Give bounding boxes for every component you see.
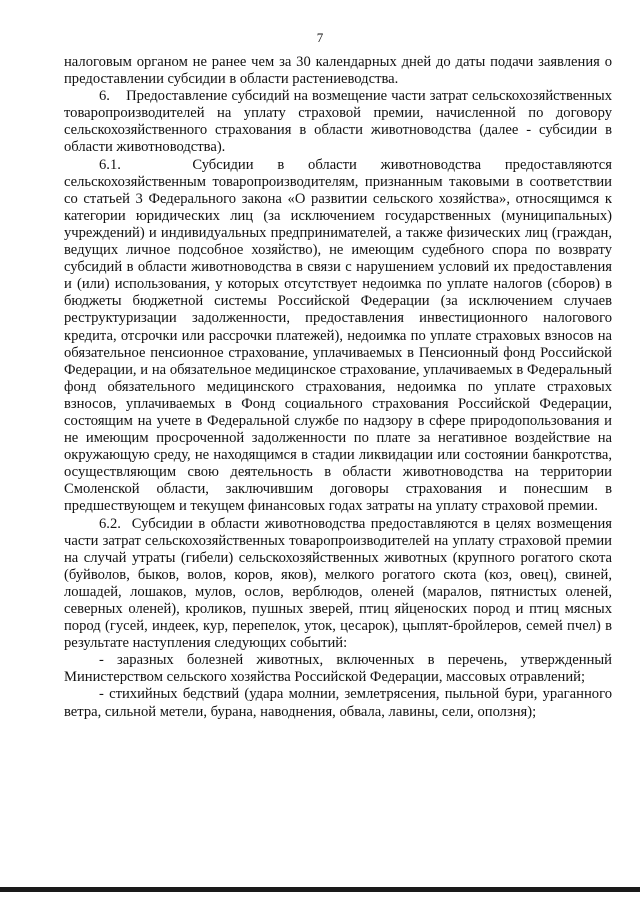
document-body xyxy=(64,54,612,721)
list-item-disasters: - стихийных бедствий (удара молнии, землетрясения, пыльной бури, ураганного ветра, сильной метели, бурана, наводнения, обвала, лавины, сели, оползня); xyxy=(64,686,612,720)
paragraph-section-6-1: 6.1. Субсидии в области животноводства предоставляются сельскохозяйственным товаропроизводителям, признанным таковыми в соответствии со статьей 3 Федерального закона «О развитии сельского хозяйства», относящимся к категории юридических лиц (за исключением государственных (муниципальных) учреждений) и индивидуальных предпринимателей, а также физических лиц (граждан, ведущих личное подсобное хозяйство), не имеющим судебного спора по возврату субсидий в области животноводства в связи с нарушением условий их предоставления и (или) использования, у которых отсутствует недоимка по уплате налогов (сборов) в бюджеты бюджетной системы Российской Федерации (за исключением случаев реструктуризации задолженности, предоставления инвестиционного налогового кредита, отсрочки или рассрочки платежей), недоимка по уплате страховых взносов на обязательное пенсионное страхование, уплачиваемых в Пенсионный фонд Российской Федерации, и на обязательное медицинское страхование, уплачиваемых в Федеральный фонд обязательного медицинского страхования, недоимка по уплате страховых взносов, уплачиваемых в Фонд социального страхования Российской Федерации, состоящим на учете в Федеральной службе по надзору в сфере природопользования и не имеющим просроченной задолженности по плате за негативное воздействие на окружающую среду, не находящимся в стадии ликвидации или состоянии банкротства, осуществляющим свою деятельность в области животноводства на территории Смоленской области, заключившим договоры страхования и понесшим в предшествующем и текущем финансовых годах затраты на уплату страховой премии. xyxy=(64,156,612,515)
paragraph-continuation: налоговым органом не ранее чем за 30 календарных дней до даты подачи заявления о предоставлении субсидии в области растениеводства. xyxy=(64,54,612,88)
paragraph-section-6: 6. Предоставление субсидий на возмещение части затрат сельскохозяйственных товаропроизводителей на уплату страховой премии, начисленной по договору сельскохозяйственного страхования в области животноводства (далее - субсидии в области животноводства). xyxy=(64,88,612,156)
paragraph-section-6-2: 6.2. Субсидии в области животноводства предоставляются в целях возмещения части затрат сельскохозяйственных товаропроизводителей на уплату страховой премии на случай утраты (гибели) сельскохозяйственных животных (крупного рогатого скота (буйволов, быков, волов, коров, яков), мелкого рогатого скота (коз, овец), свиней, лошадей, лошаков, мулов, ослов, верблюдов, оленей (маралов, пятнистых оленей, северных оленей), кроликов, пушных зверей, птиц яйценоских пород и птиц мясных пород (гусей, индеек, кур, перепелок, уток, цесарок), цыплят-бройлеров, семей пчел) в результате наступления следующих событий: xyxy=(64,515,612,652)
bottom-rule xyxy=(0,887,640,892)
list-item-diseases: - заразных болезней животных, включенных в перечень, утвержденный Министерством сельского хозяйства Российской Федерации, массовых отравлений; xyxy=(64,652,612,686)
page-number: 7 xyxy=(316,30,324,45)
